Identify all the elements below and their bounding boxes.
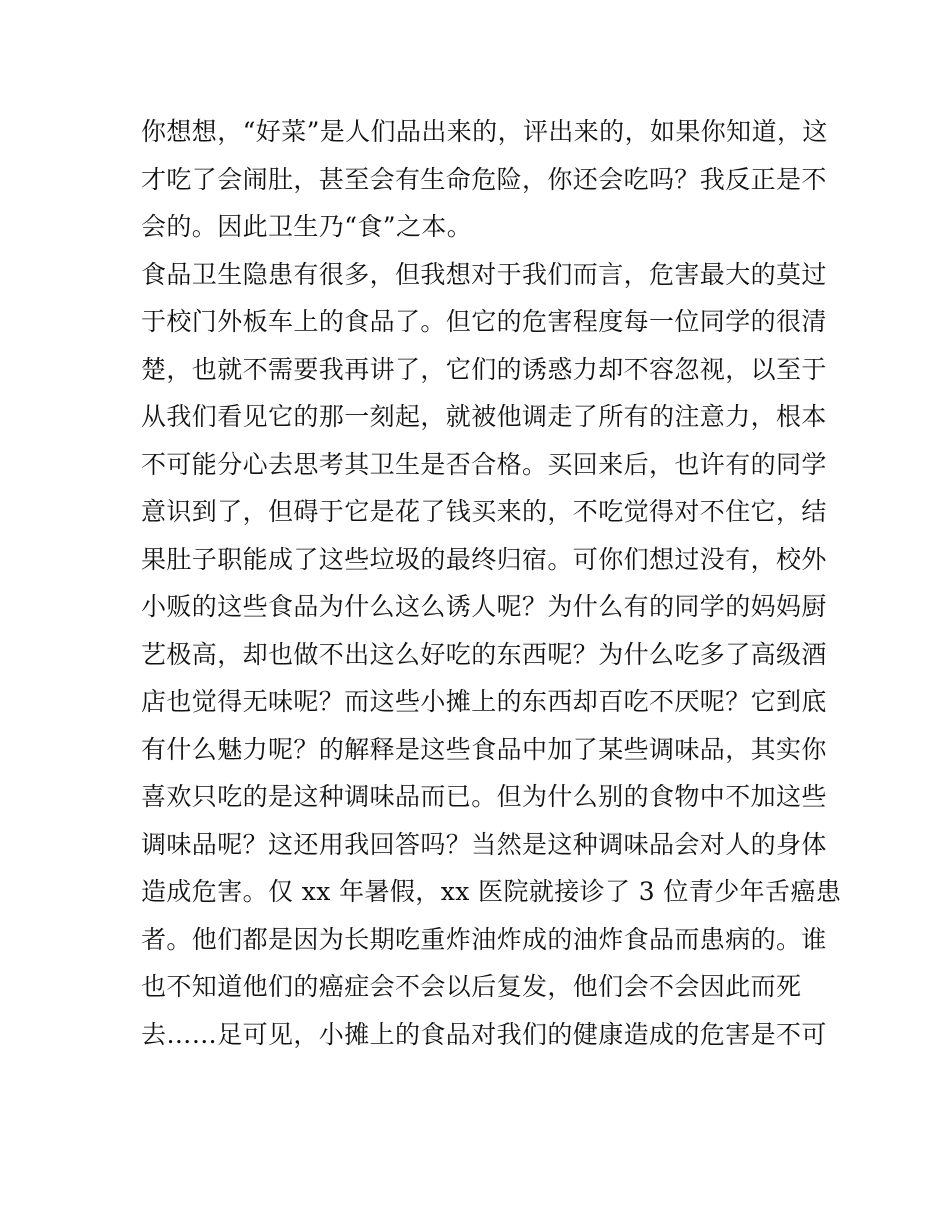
text-line: 才吃了会闹肚，甚至会有生命危险，你还会吃吗？我反正是不 xyxy=(141,164,827,194)
text-line: 也不知道他们的癌症会不会以后复发，他们会不会因此而死 xyxy=(141,972,802,1001)
text-line: 楚，也就不需要我再讲了，它们的诱惑力却不容忽视，以至于 xyxy=(141,354,827,384)
text-line: 食品卫生隐患有很多，但我想对于我们而言，危害最大的莫过 xyxy=(141,259,827,289)
text-line: 你想想，“好菜”是人们品出来的，评出来的，如果你知道，这 xyxy=(141,117,828,146)
text-line: 喜欢只吃的是这种调味品而已。但为什么别的食物中不加这些 xyxy=(141,782,827,811)
body-text xyxy=(141,108,842,1058)
text-line: 店也觉得无味呢？而这些小摊上的东西却百吃不厌呢？它到底 xyxy=(141,687,827,716)
text-line: 从我们看见它的那一刻起，就被他调走了所有的注意力，根本 xyxy=(141,402,827,431)
text-line: 造成危害。仅 xx 年暑假，xx 医院就接诊了 3 位青少年舌癌患 xyxy=(141,877,842,906)
text-line: 小贩的这些食品为什么这么诱人呢？为什么有的同学的妈妈厨 xyxy=(141,592,827,621)
text-line: 有什么魅力呢？的解释是这些食品中加了某些调味品，其实你 xyxy=(141,734,827,764)
text-line: 会的。因此卫生乃“食”之本。 xyxy=(141,212,473,241)
text-line: 艺极高，却也做不出这么好吃的东西呢？为什么吃多了高级酒 xyxy=(141,639,827,669)
text-line: 调味品呢？这还用我回答吗？当然是这种调味品会对人的身体 xyxy=(141,829,827,859)
text-line: 果肚子职能成了这些垃圾的最终归宿。可你们想过没有，校外 xyxy=(141,544,827,574)
text-line: 于校门外板车上的食品了。但它的危害程度每一位同学的很清 xyxy=(141,307,827,336)
text-line: 者。他们都是因为长期吃重炸油炸成的油炸食品而患病的。谁 xyxy=(141,924,827,954)
text-line: 不可能分心去思考其卫生是否合格。买回来后，也许有的同学 xyxy=(141,449,827,479)
text-line: 去……足可见，小摊上的食品对我们的健康造成的危害是不可 xyxy=(141,1019,827,1049)
text-line: 意识到了，但碍于它是花了钱买来的，不吃觉得对不住它，结 xyxy=(141,497,827,526)
